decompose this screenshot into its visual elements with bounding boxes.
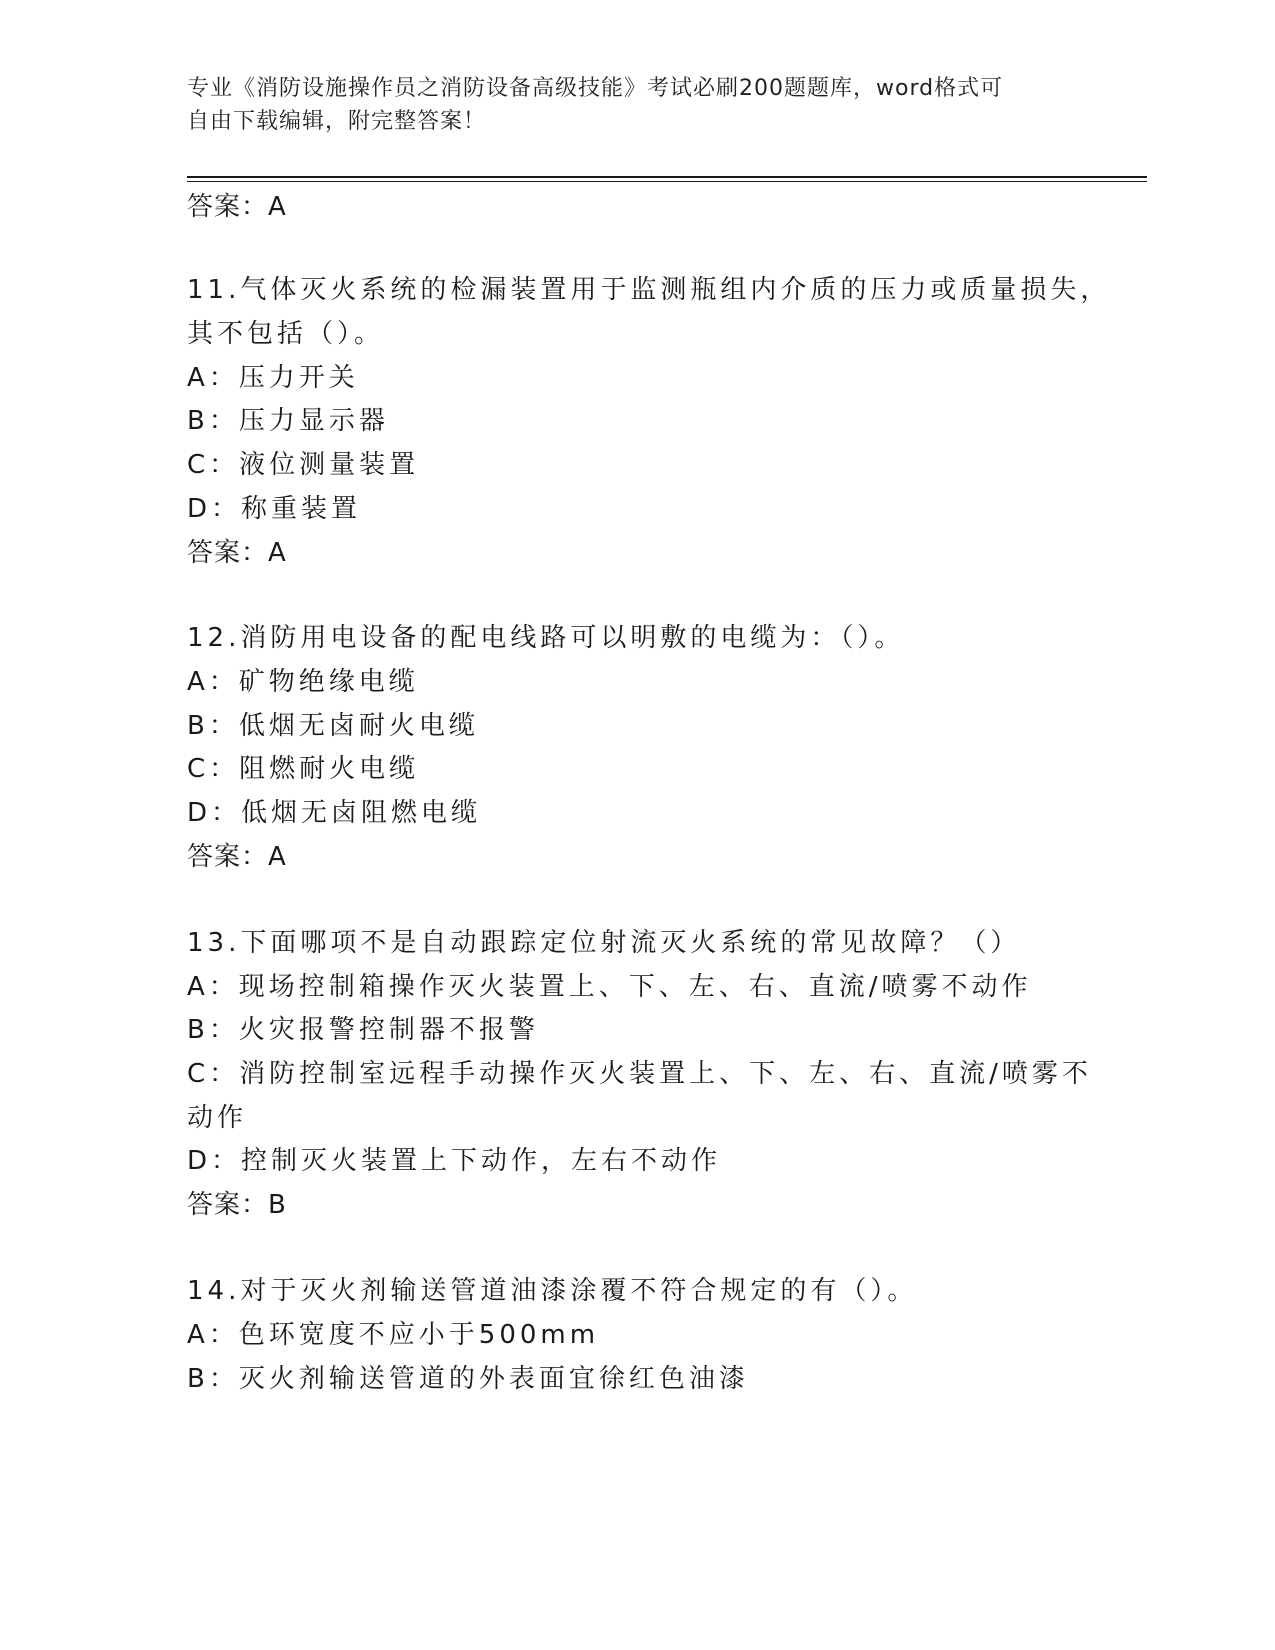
answer-q10: 答案：A xyxy=(187,192,287,222)
question-12-option-d: D：低烟无卤阻燃电缆 xyxy=(187,798,482,828)
question-12-option-c: C：阻燃耐火电缆 xyxy=(187,754,420,784)
question-12-stem: 12.消防用电设备的配电线路可以明敷的电缆为：（）。 xyxy=(187,623,905,653)
answer-q11: 答案：A xyxy=(187,538,287,568)
question-13-stem: 13.下面哪项不是自动跟踪定位射流灭火系统的常见故障？（） xyxy=(187,928,1021,958)
question-13-option-d: D：控制灭火装置上下动作，左右不动作 xyxy=(187,1146,722,1176)
question-13-option-c-continued: 动作 xyxy=(187,1103,248,1133)
question-11-option-d: D：称重装置 xyxy=(187,494,362,524)
header-divider-thick xyxy=(187,176,1147,178)
question-13-option-c: C：消防控制室远程手动操作灭火装置上、下、左、右、直流/喷雾不 xyxy=(187,1059,1092,1089)
document-header xyxy=(187,72,1067,138)
header-line-1: 专业《消防设施操作员之消防设备高级技能》考试必刷200题题库，word格式可 xyxy=(187,76,1004,101)
question-14-stem: 14.对于灭火剂输送管道油漆涂覆不符合规定的有（）。 xyxy=(187,1276,918,1306)
question-11-stem-line-2: 其不包括（）。 xyxy=(187,319,385,349)
answer-q13: 答案：B xyxy=(187,1190,287,1220)
question-13-option-a: A：现场控制箱操作灭火装置上、下、左、右、直流/喷雾不动作 xyxy=(187,972,1032,1002)
question-11-stem-line-1: 11.气体灭火系统的检漏装置用于监测瓶组内介质的压力或质量损失， xyxy=(187,275,1111,305)
question-11-option-a: A：压力开关 xyxy=(187,363,359,393)
header-divider-thin xyxy=(187,181,1147,182)
question-11-option-b: B：压力显示器 xyxy=(187,406,389,436)
question-14-option-b: B：灭火剂输送管道的外表面宜徐红色油漆 xyxy=(187,1364,749,1394)
question-13-option-b: B：火灾报警控制器不报警 xyxy=(187,1015,539,1045)
question-12-option-a: A：矿物绝缘电缆 xyxy=(187,667,419,697)
question-14-option-a: A：色环宽度不应小于500mm xyxy=(187,1320,600,1350)
answer-q12: 答案：A xyxy=(187,842,287,872)
question-12-option-b: B：低烟无卤耐火电缆 xyxy=(187,711,479,741)
question-11-option-c: C：液位测量装置 xyxy=(187,450,420,480)
header-line-2: 自由下载编辑，附完整答案！ xyxy=(187,109,487,134)
